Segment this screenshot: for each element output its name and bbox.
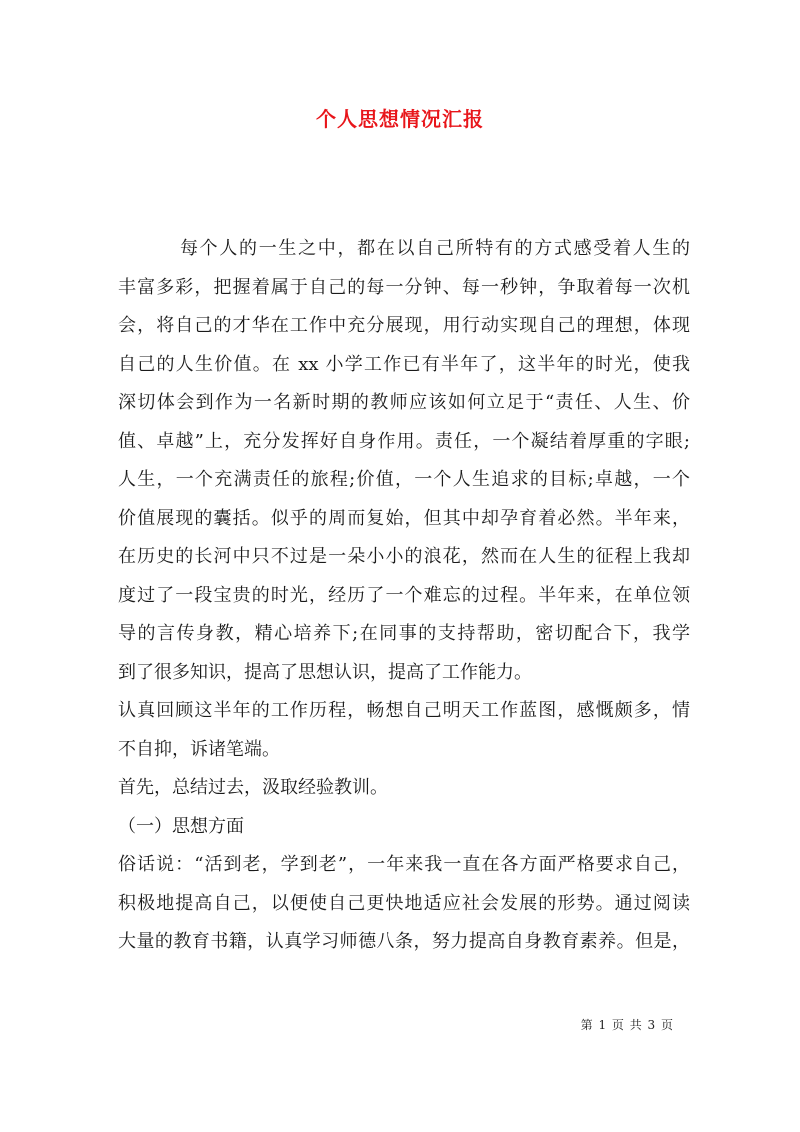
- paragraph-line: 认真回顾这半年的工作历程，畅想自己明天工作蓝图，感慨颇多，情: [118, 700, 690, 721]
- paragraph-line: 值、卓越”上，充分发挥好自身作用。责任，一个凝结着厚重的字眼;: [118, 430, 690, 452]
- section-heading: （一）思想方面: [118, 815, 244, 837]
- document-body: [118, 230, 690, 962]
- paragraph-line: 每个人的一生之中，都在以自己所特有的方式感受着人生的: [180, 238, 690, 259]
- paragraph-line: 度过了一段宝贵的时光，经历了一个难忘的过程。半年来，在单位领: [118, 584, 690, 606]
- paragraph-line: 到了很多知识，提高了思想认识，提高了工作能力。: [118, 661, 532, 683]
- paragraph-line: 人生，一个充满责任的旅程;价值，一个人生追求的目标;卓越，一个: [118, 469, 690, 490]
- paragraph-line: 首先，总结过去，汲取经验教训。: [118, 777, 388, 798]
- page-number-footer: 第 1 页 共 3 页: [580, 1018, 674, 1032]
- paragraph-line: 大量的教育书籍，认真学习师德八条，努力提高自身教育素养。但是，: [118, 931, 690, 952]
- paragraph-line: 价值展现的囊括。似乎的周而复始，但其中却孕育着必然。半年来，: [118, 507, 690, 529]
- paragraph-line: 丰富多彩，把握着属于自己的每一分钟、每一秒钟，争取着每一次机: [118, 276, 690, 298]
- paragraph-line: 积极地提高自己，以便使自己更快地适应社会发展的形势。通过阅读: [118, 892, 690, 914]
- paragraph-line: 在历史的长河中只不过是一朵小小的浪花，然而在人生的征程上我却: [118, 546, 690, 567]
- paragraph-line: 导的言传身教，精心培养下;在同事的支持帮助，密切配合下，我学: [118, 623, 690, 644]
- paragraph-line: 深切体会到作为一名新时期的教师应该如何立足于“责任、人生、价: [118, 392, 690, 413]
- paragraph-line: 俗话说：“活到老，学到老”，一年来我一直在各方面严格要求自己，: [118, 854, 690, 875]
- paragraph-line: 会，将自己的才华在工作中充分展现，用行动实现自己的理想，体现: [118, 315, 690, 336]
- paragraph-line: 自己的人生价值。在 xx 小学工作已有半年了，这半年的时光，使我: [118, 353, 690, 375]
- paragraph-line: 不自抑，诉诸笔端。: [118, 738, 280, 760]
- document-title: 个人思想情况汇报: [316, 107, 484, 131]
